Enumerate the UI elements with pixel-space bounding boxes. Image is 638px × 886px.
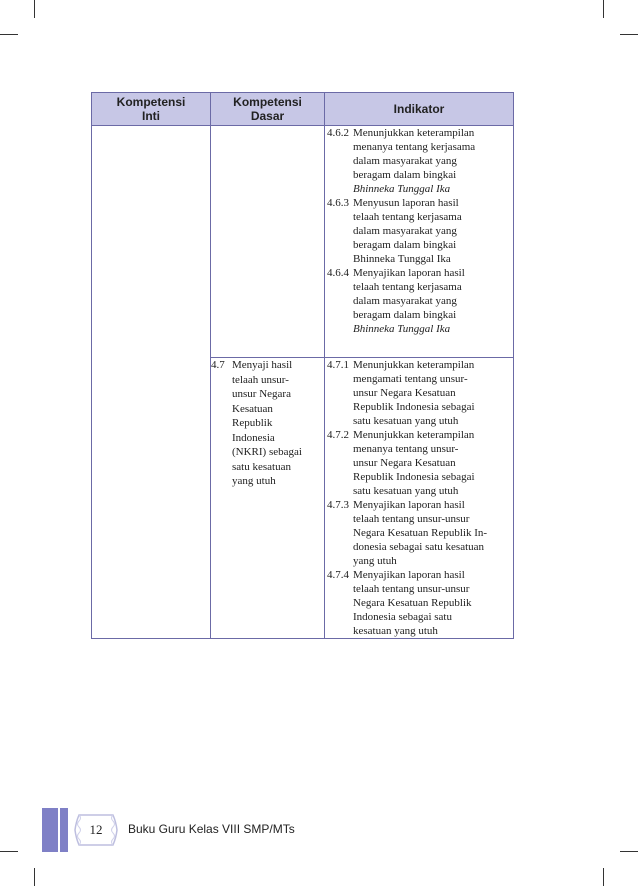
indicator-line: dalam masyarakat yang (353, 155, 457, 167)
indicator-line: menanya tentang kerjasama (353, 141, 476, 153)
indicator-line: Menunjukkan keterampilan (353, 127, 475, 139)
indicator-text (353, 126, 513, 196)
indicator-text (353, 498, 513, 568)
kd-number: 4.7 (211, 359, 225, 371)
indicator-line: unsur Negara Kesatuan (353, 457, 456, 469)
crop-mark (603, 0, 604, 18)
footer-accent-bar (60, 808, 68, 852)
indicator-line: Indonesia sebagai satu (353, 611, 452, 623)
indicator-text (353, 196, 513, 266)
footer-accent-bar (42, 808, 58, 852)
indicator-line: menanya tentang unsur- (353, 443, 459, 455)
indicator-line: telaah tentang kerjasama (353, 211, 462, 223)
kd-line: telaah unsur- (232, 373, 289, 386)
indicator-item (325, 358, 513, 428)
indicator-text (353, 428, 513, 498)
kd-text (232, 358, 324, 489)
book-title: Buku Guru Kelas VIII SMP/MTs (128, 822, 295, 836)
kd-line: Kesatuan (232, 402, 273, 415)
indicator-line: Negara Kesatuan Republik In- (353, 527, 488, 539)
crop-mark (34, 0, 35, 18)
kd-line: yang utuh (232, 475, 276, 487)
indicator-line: telaah tentang kerjasama (353, 281, 462, 293)
header-ki-label: Kompetensi Inti (116, 95, 186, 123)
indicator-line: unsur Negara Kesatuan (353, 387, 456, 399)
indicator-text (353, 266, 513, 336)
ki-cell (92, 126, 211, 639)
indicator-line: Menunjukkan keterampilan (353, 429, 475, 441)
indicator-line: mengamati tentang unsur- (353, 373, 468, 385)
indicator-line: donesia sebagai satu kesatuan (353, 541, 485, 553)
indicator-line: Negara Kesatuan Republik (353, 597, 472, 609)
indicator-text (353, 358, 513, 428)
kd-cell-empty (211, 126, 325, 358)
indicator-item (325, 428, 513, 498)
indicator-line: telaah tentang unsur-unsur (353, 513, 470, 525)
indicator-line-italic: Bhinneka Tunggal Ika (353, 183, 451, 195)
header-indikator (325, 93, 514, 126)
crop-mark (0, 34, 18, 35)
indicator-number: 4.7.2 (327, 429, 349, 441)
indicator-line: Menyajikan laporan hasil (353, 499, 465, 511)
indicator-number: 4.6.4 (327, 267, 349, 279)
indicator-line: Republik Indonesia sebagai (353, 401, 475, 413)
crop-mark (0, 851, 18, 852)
page-number: 12 (89, 822, 103, 837)
header-kompetensi-dasar (211, 93, 325, 126)
indicator-text (353, 568, 513, 638)
indicator-item (325, 498, 513, 568)
kd-line: unsur Negara (232, 388, 291, 400)
indicator-line: Bhinneka Tunggal Ika (353, 253, 451, 265)
kd-line: Menyaji hasil (232, 359, 293, 371)
indicator-number: 4.7.4 (327, 569, 349, 581)
kd-line: (NKRI) sebagai (232, 446, 302, 458)
indicator-line: beragam dalam bingkai (353, 309, 457, 321)
kd-line: Indonesia (232, 431, 275, 444)
table-header-row (92, 93, 514, 126)
indicator-item (325, 266, 513, 336)
indicator-line: beragam dalam bingkai (353, 169, 457, 181)
indicator-line: satu kesatuan yang utuh (353, 415, 459, 427)
table-row (92, 126, 514, 358)
indicator-line: satu kesatuan yang utuh (353, 485, 459, 497)
indicator-line: kesatuan yang utuh (353, 625, 438, 637)
kd-line: Republik (232, 417, 273, 429)
indicator-number: 4.7.1 (327, 359, 349, 371)
indicator-line: dalam masyarakat yang (353, 295, 457, 307)
indicator-line: Menyajikan laporan hasil (353, 267, 465, 279)
indicator-cell (325, 358, 514, 639)
indicator-line-italic: Bhinneka Tunggal Ika (353, 323, 451, 335)
crop-mark (603, 868, 604, 886)
competency-table (91, 92, 514, 639)
crop-mark (34, 868, 35, 886)
indicator-number: 4.7.3 (327, 499, 349, 511)
indicator-line: Republik Indonesia sebagai (353, 471, 475, 483)
indicator-item (325, 196, 513, 266)
indicator-item (325, 568, 513, 638)
indicator-line: telaah tentang unsur-unsur (353, 583, 470, 595)
indicator-line: Menyajikan laporan hasil (353, 569, 465, 581)
indicator-item (325, 126, 513, 196)
indicator-cell (325, 126, 514, 358)
kd-cell (211, 358, 325, 639)
indicator-number: 4.6.2 (327, 127, 349, 139)
kd-line: satu kesatuan (232, 460, 291, 473)
indicator-line: yang utuh (353, 555, 397, 567)
indicator-line: dalam masyarakat yang (353, 225, 457, 237)
header-kd-label: Kompetensi Dasar (233, 95, 302, 123)
header-indikator-label: Indikator (393, 102, 445, 116)
kd-item (211, 358, 324, 489)
crop-mark (620, 851, 638, 852)
indicator-line: Menunjukkan keterampilan (353, 359, 475, 371)
indicator-line: Menyusun laporan hasil (353, 197, 459, 209)
header-kompetensi-inti (92, 93, 211, 126)
crop-mark (620, 34, 638, 35)
indicator-line: beragam dalam bingkai (353, 239, 457, 251)
indicator-number: 4.6.3 (327, 197, 349, 209)
